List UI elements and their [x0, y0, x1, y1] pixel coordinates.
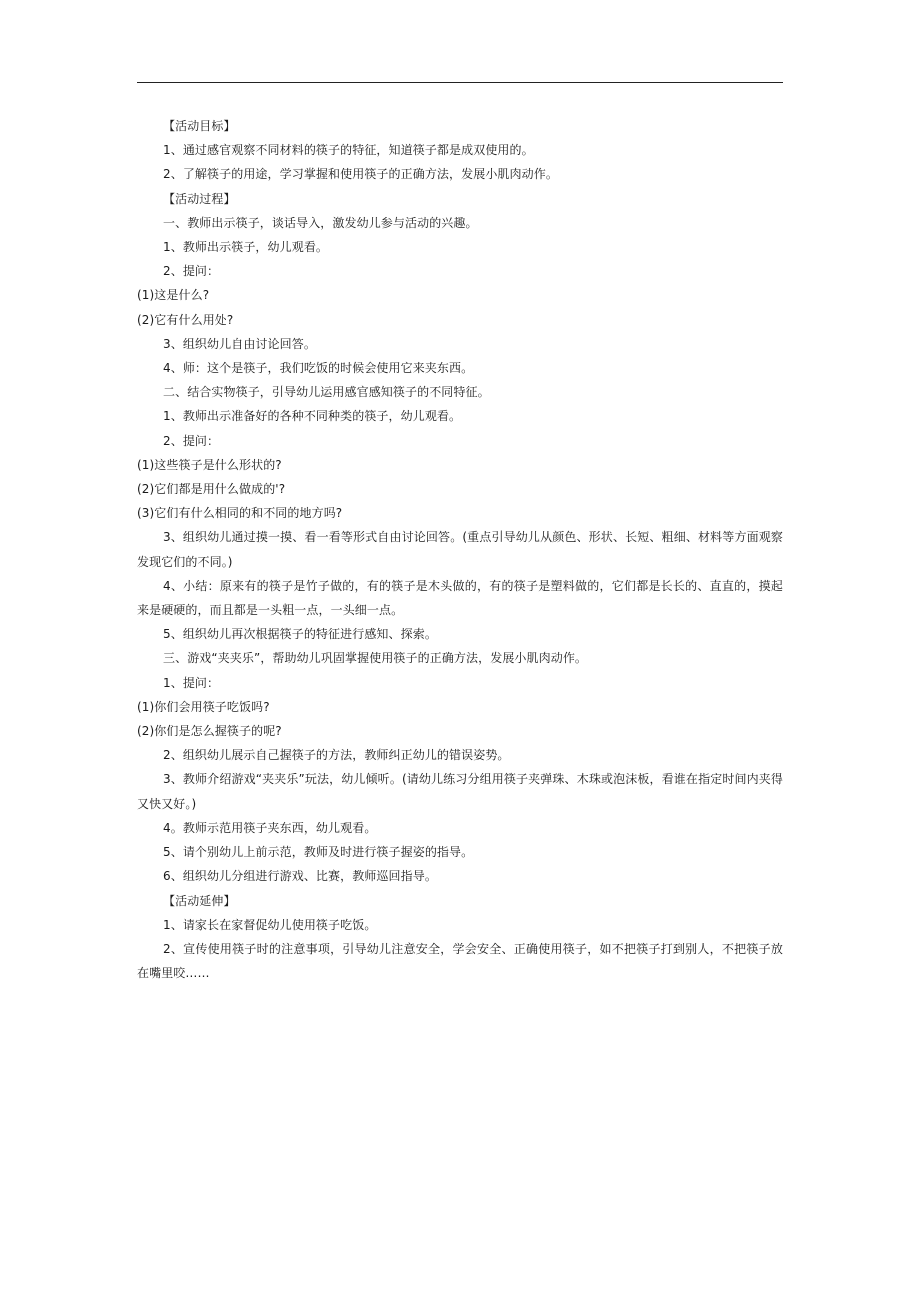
step-heading: 二、结合实物筷子，引导幼儿运用感官感知筷子的不同特征。 [163, 385, 490, 400]
step-item: 2、组织幼儿展示自己握筷子的方法，教师纠正幼儿的错误姿势。 [163, 748, 510, 763]
step-paragraph: 4、小结：原来有的筷子是竹子做的，有的筷子是木头做的，有的筷子是塑料做的，它们都是长长的、直直的，摸起来是硬硬的，而且都是一头粗一点，一头细一点。 [137, 578, 783, 618]
question-item: (2)你们是怎么握筷子的呢? [137, 724, 282, 739]
step-heading: 三、游戏“夹夹乐”，帮助幼儿巩固掌握使用筷子的正确方法，发展小肌肉动作。 [163, 651, 588, 666]
step-paragraph: 3、组织幼儿通过摸一摸、看一看等形式自由讨论回答。(重点引导幼儿从颜色、形状、长短、粗细、材料等方面观察发现它们的不同。) [137, 530, 783, 569]
document-body [137, 114, 783, 985]
step-paragraph: 3、教师介绍游戏“夹夹乐”玩法，幼儿倾听。(请幼儿练习分组用筷子夹弹珠、木珠或泡沫板，看谁在指定时间内夹得又快又好。) [137, 772, 783, 811]
step-heading: 一、教师出示筷子，谈话导入，激发幼儿参与活动的兴趣。 [163, 215, 478, 230]
question-item: (3)它们有什么相同的和不同的地方吗? [137, 506, 343, 521]
step-item: 5、请个别幼儿上前示范，教师及时进行筷子握姿的指导。 [163, 845, 474, 860]
step-item: 4、师：这个是筷子，我们吃饭的时候会使用它来夹东西。 [163, 361, 474, 376]
step-item: 6、组织幼儿分组进行游戏、比赛，教师巡回指导。 [163, 869, 437, 884]
goal-item: 2、了解筷子的用途，学习掌握和使用筷子的正确方法，发展小肌肉动作。 [163, 167, 558, 182]
step-item: 1、教师出示筷子，幼儿观看。 [163, 240, 329, 255]
extension-paragraph: 2、宣传使用筷子时的注意事项，引导幼儿注意安全，学会安全、正确使用筷子，如不把筷子打到别人，不把筷子放在嘴里咬…… [137, 941, 783, 981]
section-heading-process: 【活动过程】 [163, 191, 236, 206]
header-rule [137, 82, 783, 83]
step-item: 2、提问： [163, 264, 220, 279]
step-item: 3、组织幼儿自由讨论回答。 [163, 336, 316, 351]
step-item: 1、教师出示准备好的各种不同种类的筷子，幼儿观看。 [163, 409, 462, 424]
goal-item: 1、通过感官观察不同材料的筷子的特征，知道筷子都是成双使用的。 [163, 143, 534, 158]
section-heading-goals: 【活动目标】 [163, 119, 236, 133]
step-item: 5、组织幼儿再次根据筷子的特征进行感知、探索。 [163, 627, 437, 642]
extension-item: 1、请家长在家督促幼儿使用筷子吃饭。 [163, 917, 377, 932]
question-item: (1)这些筷子是什么形状的? [137, 457, 282, 472]
step-item: 2、提问： [163, 433, 220, 448]
question-item: (2)它有什么用处? [137, 312, 234, 327]
section-heading-extension: 【活动延伸】 [163, 893, 236, 908]
step-item: 1、提问： [163, 675, 220, 690]
step-item: 4。教师示范用筷子夹东西，幼儿观看。 [163, 820, 377, 835]
question-item: (2)它们都是用什么做成的'? [137, 482, 286, 497]
question-item: (1)这是什么? [137, 288, 210, 303]
question-item: (1)你们会用筷子吃饭吗? [137, 699, 270, 714]
